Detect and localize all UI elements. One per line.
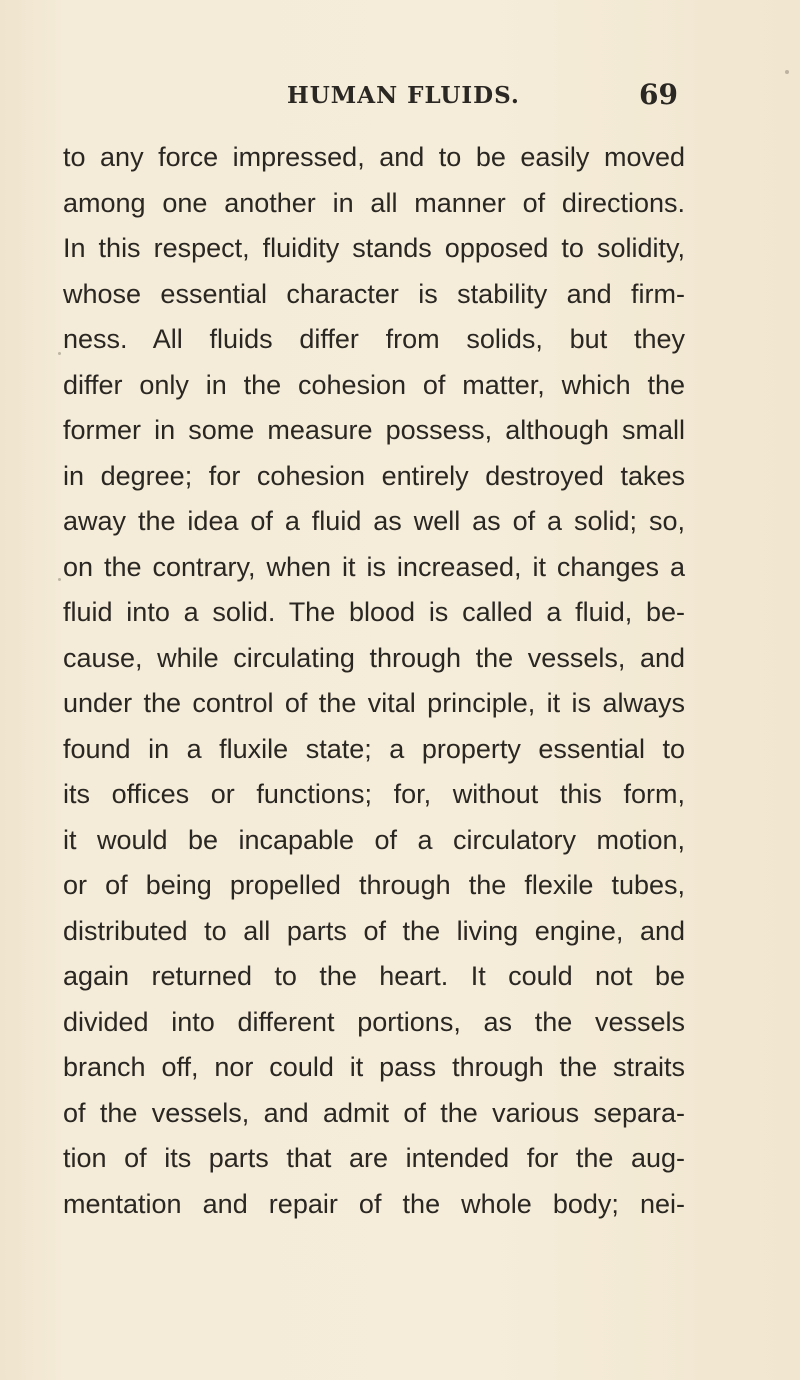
text-line: among one another in all manner of directions. [63,187,685,218]
text-line: in degree; for cohesion entirely destroyed takes [63,460,685,491]
body-text [63,135,685,1227]
text-line: former in some measure possess, although small [63,415,685,445]
text-line: of the vessels, and admit of the various separa- [63,1097,685,1128]
text-line: found in a fluxile state; a property essential to [63,733,685,764]
text-line: cause, while circulating through the vessels, and [63,642,685,673]
page-header [0,78,800,112]
text-line: or of being propelled through the flexile tubes, [63,870,685,900]
text-line: divided into different portions, as the vessels [63,1006,685,1037]
page-number: 69 [639,78,678,111]
text-line: away the idea of a fluid as well as of a solid; so, [63,506,685,536]
text-line: differ only in the cohesion of matter, which the [63,369,685,400]
text-line: to any force impressed, and to be easily moved [63,142,685,172]
text-line: In this respect, fluidity stands opposed to solidity, [63,233,685,263]
text-line: ness. All fluids differ from solids, but they [63,324,685,354]
text-line: its offices or functions; for, without this form, [63,779,685,809]
text-line: it would be incapable of a circulatory motion, [63,824,685,855]
text-line: on the contrary, when it is increased, it changes a [63,551,685,582]
paper-speck [58,578,61,581]
text-line: tion of its parts that are intended for the aug- [63,1143,685,1173]
text-line: whose essential character is stability and firm- [63,278,685,309]
text-line: branch off, nor could it pass through the straits [63,1052,685,1082]
text-line: distributed to all parts of the living engine, and [63,915,685,946]
text-line: fluid into a solid. The blood is called a fluid, be- [63,597,685,627]
paper-speck [785,70,789,74]
text-line: mentation and repair of the whole body; nei- [63,1188,685,1219]
text-line: again returned to the heart. It could not be [63,961,685,991]
paper-speck [58,352,61,355]
text-line: under the control of the vital principle, it is always [63,688,685,718]
running-title: HUMAN FLUIDS. [287,82,520,109]
